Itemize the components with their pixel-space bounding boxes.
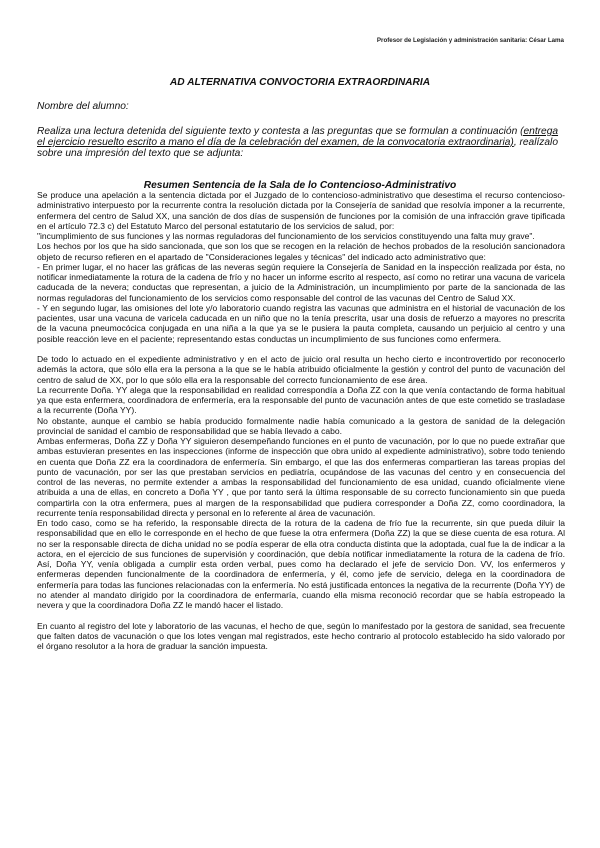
paragraph: En cuanto al registro del lote y laboratorio de las vacunas, el hecho de que, según lo manifestado por la gestora de sanidad, sea frecuente que falten datos de vacunación o que los lotes vengan mal registrados, este hecho contrario al protocolo establecido ha sido valorado por el órgano resolutor a la hora de graduar la sanción impuesta.: [37, 620, 565, 651]
paragraph: No obstante, aunque el cambio se había producido formalmente nadie había comunicado a la gestora de sanidad de la delegación provincial de sanidad el cambio de responsabilidad que se había llevado a cabo.: [37, 415, 565, 436]
paragraph: En todo caso, como se ha referido, la responsable directa de la rotura de la cadena de frío fue la recurrente, sin que pueda diluir la responsabilidad que en ello le corresponde en el hecho de que fuese la otra enfermera (Doña ZZ) la que se diese cuenta de esa rotura. Al no ser la responsable directa de dicha unidad no se podía esperar de ella otra conducta distinta que la adoptada, cual fue la de indicar a la actora, en el ejercicio de sus funciones de supervisión y coordinación, que debía notificar inmediatamente la rotura de la cadena de frío. Así, Doña YY, venía obligada a cumplir esta orden verbal, pues como ha declarado el jefe de servicio Don. VV, los enfermeros y enfermeras dependen funcionalmente de la coordinadora de enfermería, y él, como jefe de servicio, delega en la coordinadora de enfermería para todas las funciones relacionadas con la enfermería. No está justificada entonces la negativa de la recurrente (Doña YY) de no atender al mandato dirigido por la coordinadora de enfermaría, cuando ella misma reconoció recordar que se había estropeado la nevera y que la coordinadora Doña ZZ le mandó hacer el listado.: [37, 518, 565, 610]
paragraph: - Y en segundo lugar, las omisiones del lote y/o laboratorio cuando registra las vacunas que administra en el historial de vacunación de los pacientes, usar una vacuna de varicela caducada en un niño que no la tenía prescrita, usar una dosis de refuerzo a mayores no prescrita de la vacuna pneumocócica conjugada en una niña a la que ya se le pusiera la pauta completa, causando un perjuicio al centro y una posible reacción leve en el paciente; representando estas conductas un incumplimiento de sus funciones como enfermera.: [37, 302, 565, 344]
paragraph: Ambas enfermeras, Doña ZZ y Doña YY siguieron desempeñando funciones en el punto de vacunación, por lo que no puede extrañar que ambas estuvieran presentes en las inspecciones (informe de inspección que obra unido al expediente administrativo), sobre todo teniendo en cuenta que Doña ZZ era la coordinadora de enfermería. Sin embargo, el que las dos enfermeras compartieran las tareas propias del punto de vacunación, por ser las que prestaban servicios en pediatría, ocupándose de las vacunas del centro y en consecuencia del control de las neveras, no permite extender a ambas la responsabilidad del funcionamiento de esa unidad, cuando oficialmente viene atribuida a una de ellas, en concreto a Doña YY , que por tanto será la última responsable de su correcto funcionamiento sin que pueda compartirla con la otra enfermera, pues al margen de la responsabilidad que pudiera corresponder a Doña ZZ, como coordinadora, la recurrente tenía responsabilidad directa y personal en lo referente al área de vacunación.: [37, 436, 565, 518]
paragraph: La recurrente Doña. YY alega que la responsabilidad en realidad correspondía a Doña ZZ con la que venía contactando de forma habitual ya que esta enfermera, coordinadora de enfermería, era la responsable del punto de vacunación antes de que este cometido se trasladase a la recurrente (Doña YY).: [37, 384, 565, 416]
paragraph: - En primer lugar, el no hacer las gráficas de las neveras según requiere la Consejería de Sanidad en la inspección realizada por ésta, no notificar inmediatamente la rotura de la cadena de frío y no hacer un informe escrito al respecto, así como no retirar una vacuna de varicela caducada de la nevera; conductas que representan, a juicio de la Administración, un incumplimiento por parte de la sancionada de las normas reguladoras del funcionamiento de los servicios como responsable del control de las vacunas del Centro de Salud XX.: [37, 261, 565, 303]
instructions: [37, 126, 565, 160]
document-title: AD ALTERNATIVA CONVOCTORIA EXTRAORDINARIA: [169, 77, 431, 88]
section-subtitle: Resumen Sentencia de la Sala de lo Contencioso-Administrativo: [143, 180, 457, 191]
instructions-part2: , realízalo sobre una impresión del texto que se adjunta:: [37, 137, 558, 160]
paragraph: "incumplimiento de sus funciones y las normas reguladoras del funcionamiento de los servicios constituyendo una falta muy grave".: [37, 231, 535, 241]
paragraph: Los hechos por los que ha sido sancionada, que son los que se recogen en la relación de hechos probados de la resolución sancionadora objeto de recurso refieren en el apartado de "Consideraciones legales y técnicas" del indicado acto administrativo que:: [37, 241, 565, 262]
instructions-underlined: (entrega el ejercicio resuelto escrito a mano el día de la celebración del examen, de la convocatoria extraordinaria): [37, 126, 559, 149]
paragraph: De todo lo actuado en el expediente administrativo y en el acto de juicio oral resulta un hecho cierto e incontrovertido por reconocerlo además la actora, que sólo ella era la persona a la que se le había atribuido oficialmente la gestión y control del punto de vacunación del centro de salud de XX, por lo que sólo ella era la responsable del correcto funcionamiento de ese área.: [37, 354, 565, 385]
page-header: Profesor de Legislación y administración sanitaria: César Lama: [376, 37, 564, 44]
student-name-label: Nombre del alumno:: [37, 101, 129, 112]
paragraph: Se produce una apelación a la sentencia dictada por el Juzgado de lo contencioso-administrativo que desestima el recurso contencioso-administrativo interpuesto por la recurrente contra la resolución dictada por la Consejería de sanidad que resolvía imponer a la recurrente, enfermera del centro de Salud XX, una sanción de dos días de suspensión de funciones por la comisión de una infracción grave tipificada en el artículo 72.3 c) del Estatuto Marco del personal estatutario de los servicios de salud, por:: [37, 190, 565, 231]
document-body: [37, 190, 565, 651]
instructions-part1: Realiza una lectura detenida del siguiente texto y contesta a las preguntas que se formulan a continuación: [37, 126, 521, 137]
